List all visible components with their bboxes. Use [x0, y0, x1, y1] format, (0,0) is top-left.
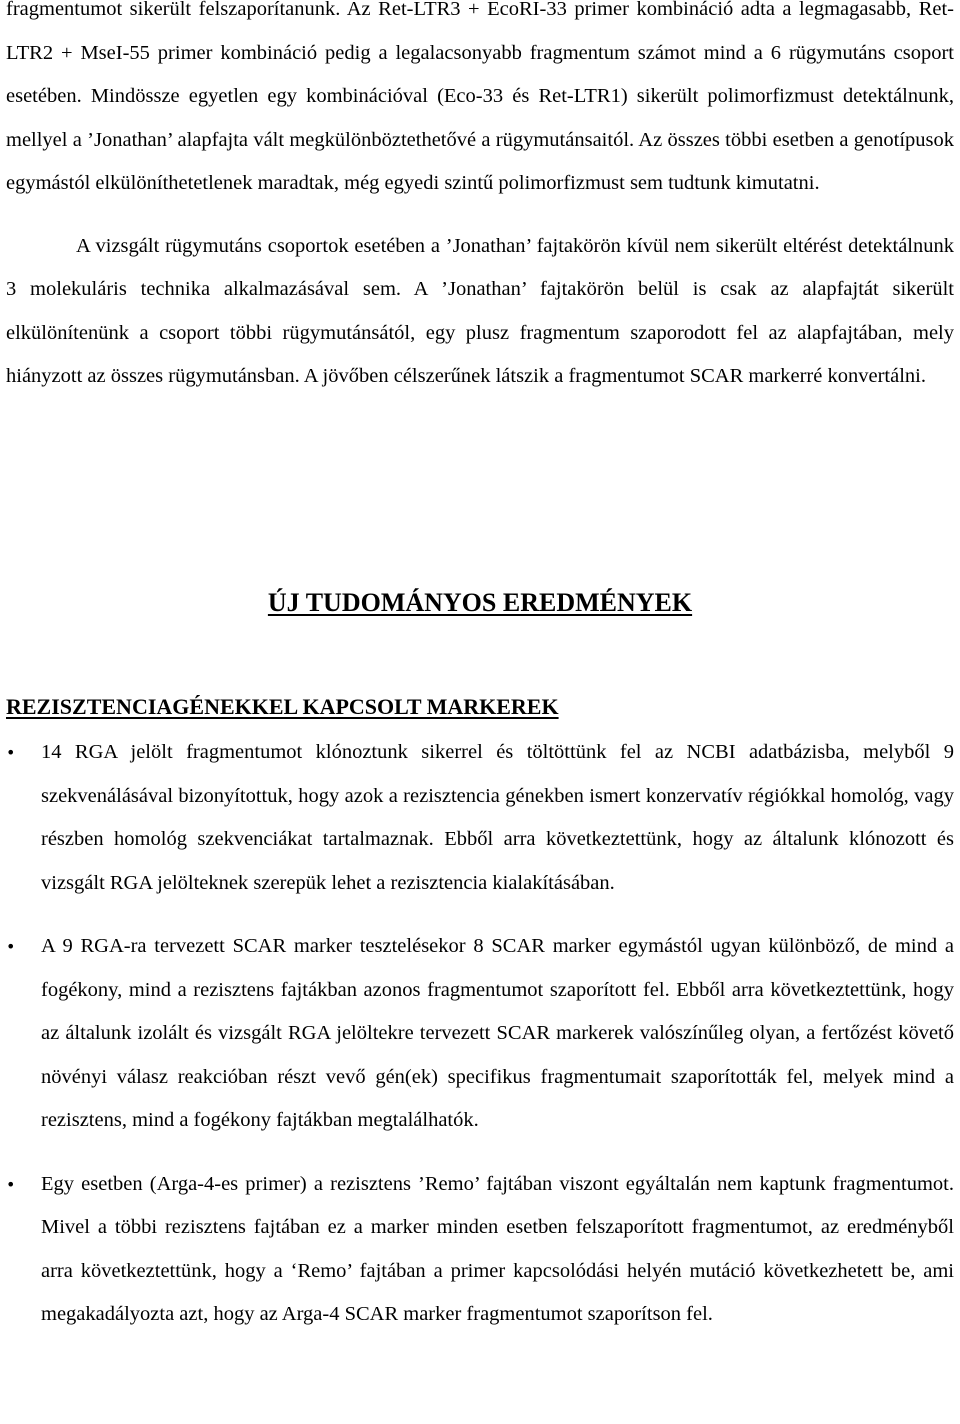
subsection-title: REZISZTENCIAGÉNEKKEL KAPCSOLT MARKEREK — [6, 694, 559, 719]
document-page — [6, 0, 954, 1325]
bullet-icon: • — [6, 937, 16, 956]
list-item — [6, 1163, 954, 1337]
list-item-text: 14 RGA jelölt fragmentumot klónoztunk sikerrel és töltöttünk fel az NCBI adatbázisba, melyből 9 szekvenálásával bizonyítottuk, hogy azok a rezisztencia génekben ismert konzervatív régiókkal homológ, vagy részben homológ szekvenciákat tartalmaznak. Ebből arra következtettünk, hogy az általunk klónozott és vizsgált RGA jelölteknek szerepük lehet a rezisztencia kialakításában. — [41, 741, 954, 894]
bullet-icon: • — [6, 1174, 16, 1194]
bullet-icon: • — [6, 743, 16, 762]
list-item — [6, 731, 954, 905]
list-item-text: Egy esetben (Arga-4-es primer) a rezisztens ’Remo’ fajtában viszont egyáltalán nem kaptunk fragmentumot. Mivel a többi rezisztens fajtában ez a marker minden esetben felszaporított fragmentumot, az eredményből arra következtettünk, hogy a ‘Remo’ fajtában a primer kapcsolódási helyén mutáció következhetett be, ami megakadályozta azt, hogy az Arga-4 SCAR marker fragmentumot szaporítson fel. — [41, 1172, 954, 1325]
results-list — [6, 731, 954, 1357]
body-paragraph-2: A vizsgált rügymutáns csoportok esetében a ’Jonathan’ fajtakörön kívül nem sikerült eltérést detektálnunk 3 molekuláris technika alkalmazásával sem. A ’Jonathan’ fajtakörön belül is csak az alapfajtát sikerült elkülönítenünk a csoport többi rügymutánsától, egy plusz fragmentum szaporodott fel az alapfajtában, mely hiányzott az összes rügymutánsban. A jövőben célszerűnek látszik a fragmentumot SCAR markerré konvertálni. — [6, 234, 954, 387]
body-paragraph-1: fragmentumot sikerült felszaporítanunk. Az Ret-LTR3 + EcoRI-33 primer kombináció adta a legmagasabb, Ret-LTR2 + MseI-55 primer kombináció pedig a legalacsonyabb fragmentum számot mind a 6 rügymutáns csoport esetében. Mindössze egyetlen egy kombinációval (Eco-33 és Ret-LTR1) sikerült polimorfizmust detektálnunk, mellyel a ’Jonathan’ alapfajta vált megkülönböztethetővé a rügymutánsaitól. Az összes többi esetben a genotípusok egymástól elkülöníthetetlenek maradtak, még egyedi szintű polimorfizmust sem tudtunk kimutatni. — [6, 0, 954, 194]
section-title: ÚJ TUDOMÁNYOS EREDMÉNYEK — [267, 588, 693, 617]
list-item — [6, 925, 954, 1143]
list-item-text: A 9 RGA-ra tervezett SCAR marker tesztelésekor 8 SCAR marker egymástól ugyan különböző, de mind a fogékony, mind a rezisztens fajtákban azonos fragmentumot szaporított fel. Ebből arra következtettünk, hogy az általunk izolált és vizsgált RGA jelöltekre tervezett SCAR markerek valószínűleg olyan, a fertőzést követő növényi válasz reakcióban részt vevő gén(ek) specifikus fragmentumait szaporították fel, melyek mind a rezisztens, mind a fogékony fajtákban megtalálhatók. — [41, 935, 954, 1131]
